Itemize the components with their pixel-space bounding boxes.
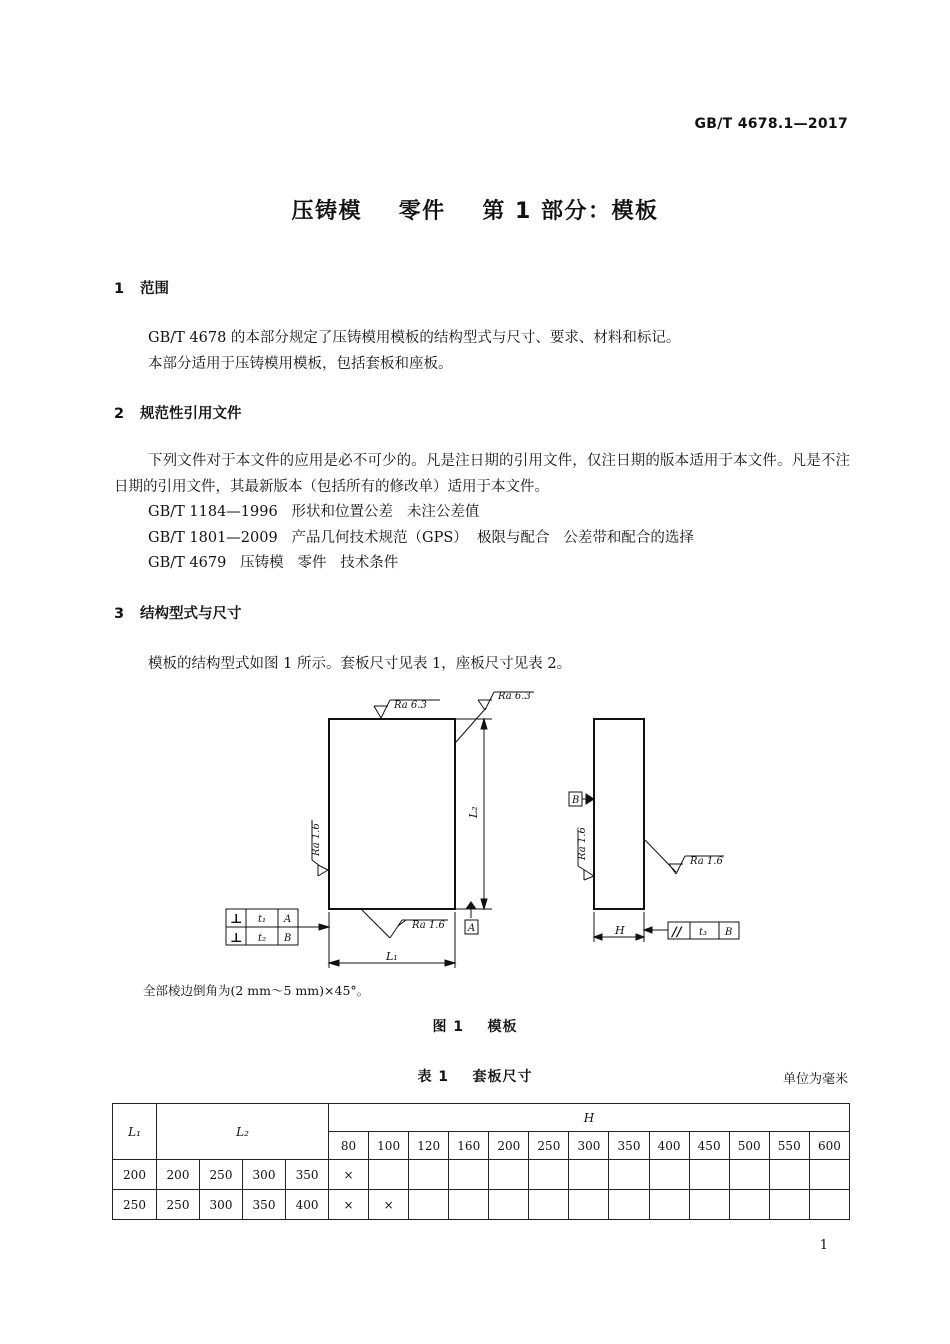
- cell-l2: 400: [286, 1190, 329, 1220]
- frame-b-label-2: B: [725, 927, 733, 938]
- cell-mark: [809, 1160, 849, 1190]
- cell-l1: 200: [113, 1160, 157, 1190]
- cell-l2: 200: [157, 1160, 200, 1190]
- ra16-right-label: Ra 1.6: [690, 856, 723, 867]
- table-unit: 单位为毫米: [782, 1072, 848, 1087]
- cell-mark: [609, 1160, 649, 1190]
- section-title: 范围: [140, 281, 169, 297]
- cell-mark: [769, 1160, 809, 1190]
- section-title: 结构型式与尺寸: [140, 606, 242, 622]
- cell-mark: [449, 1190, 489, 1220]
- page-number: 1: [819, 1238, 828, 1253]
- figure-caption: 图 1 模板: [432, 1019, 518, 1035]
- t3-label: t₃: [699, 927, 708, 938]
- reference-item: GB/T 1184—1996 形状和位置公差 未注公差值: [148, 504, 480, 520]
- section-2-heading: [114, 402, 242, 423]
- plate-front-view: [329, 719, 455, 909]
- section-title: 规范性引用文件: [140, 406, 242, 422]
- ra16-side-label: Ra 1.6: [577, 827, 588, 860]
- datum-a-label: A: [468, 923, 476, 934]
- frame-b-label: B: [284, 933, 292, 944]
- ra63-top-label: Ra 6.3: [394, 700, 427, 711]
- cell-l2: 350: [243, 1190, 286, 1220]
- h-value: 450: [689, 1132, 729, 1160]
- h-value: 300: [569, 1132, 609, 1160]
- cell-mark: [369, 1160, 409, 1190]
- h-value: 600: [809, 1132, 849, 1160]
- h-value: 160: [449, 1132, 489, 1160]
- cell-l2: 300: [200, 1190, 243, 1220]
- ra16-bottom-label: Ra 1.6: [412, 920, 445, 931]
- h-value: 120: [409, 1132, 449, 1160]
- header-l1: L₁: [113, 1104, 157, 1160]
- t2-label: t₂: [258, 933, 267, 944]
- cell-l2: 300: [243, 1160, 286, 1190]
- h-value: 550: [769, 1132, 809, 1160]
- h-value: 350: [609, 1132, 649, 1160]
- paragraph: 模板的结构型式如图 1 所示。套板尺寸见表 1，座板尺寸见表 2。: [148, 656, 572, 672]
- h-value: 250: [529, 1132, 569, 1160]
- cell-mark: [729, 1190, 769, 1220]
- perpendicularity-symbol: ⊥: [230, 912, 243, 927]
- frame-a-label: A: [284, 914, 292, 925]
- cell-mark: [809, 1190, 849, 1220]
- cell-mark: [649, 1160, 689, 1190]
- header-h: H: [329, 1104, 850, 1132]
- cell-l1: 250: [113, 1190, 157, 1220]
- standard-number: GB/T 4678.1—2017: [694, 116, 848, 132]
- paragraph: 下列文件对于本文件的应用是必不可少的。凡是注日期的引用文件，仅注日期的版本适用于本文件。凡是不注日期的引用文件，其最新版本（包括所有的修改单）适用于本文件。: [114, 453, 850, 495]
- section-number: 3: [114, 606, 125, 622]
- parallelism-symbol: //: [672, 925, 682, 940]
- cell-mark: [409, 1160, 449, 1190]
- table-row: [113, 1160, 850, 1190]
- h-value: 400: [649, 1132, 689, 1160]
- h-label: H: [615, 924, 625, 937]
- cell-mark: [569, 1160, 609, 1190]
- cell-l2: 250: [200, 1160, 243, 1190]
- document-title: 压铸模 零件 第 1 部分：模板: [291, 199, 659, 224]
- perpendicularity-symbol: ⊥: [230, 931, 243, 946]
- cell-mark: [689, 1190, 729, 1220]
- cell-mark: [489, 1190, 529, 1220]
- l2-label: L₂: [467, 806, 480, 818]
- cell-mark: [409, 1190, 449, 1220]
- ra16-left-label: Ra 1.6: [311, 823, 322, 856]
- table-row: [113, 1190, 850, 1220]
- table-caption: 表 1 套板尺寸: [417, 1069, 533, 1085]
- cell-mark: [569, 1190, 609, 1220]
- cell-l2: 350: [286, 1160, 329, 1190]
- cell-mark: [769, 1190, 809, 1220]
- cell-mark: ×: [329, 1160, 369, 1190]
- h-value: 80: [329, 1132, 369, 1160]
- l1-label: L₁: [386, 950, 398, 963]
- reference-item: GB/T 4679 压铸模 零件 技术条件: [148, 555, 399, 571]
- section-3-heading: [114, 602, 242, 623]
- header-l2: L₂: [157, 1104, 329, 1160]
- cell-l2: 250: [157, 1190, 200, 1220]
- h-value: 200: [489, 1132, 529, 1160]
- t1-label: t₁: [258, 914, 267, 925]
- reference-item: GB/T 1801—2009 产品几何技术规范（GPS） 极限与配合 公差带和配合的选择: [148, 530, 694, 546]
- section-number: 2: [114, 406, 125, 422]
- cell-mark: ×: [369, 1190, 409, 1220]
- cell-mark: [649, 1190, 689, 1220]
- cell-mark: [489, 1160, 529, 1190]
- cell-mark: [689, 1160, 729, 1190]
- datum-b-label: B: [572, 795, 580, 806]
- ra63-right-label: Ra 6.3: [498, 691, 531, 702]
- cell-mark: [729, 1160, 769, 1190]
- h-value: 100: [369, 1132, 409, 1160]
- paragraph: GB/T 4678 的本部分规定了压铸模用模板的结构型式与尺寸、要求、材料和标记。: [148, 330, 681, 346]
- cell-mark: ×: [329, 1190, 369, 1220]
- cell-mark: [529, 1190, 569, 1220]
- paragraph: 本部分适用于压铸模用模板，包括套板和座板。: [148, 356, 453, 372]
- figure-note: 全部棱边倒角为(2 mm～5 mm)×45°。: [143, 983, 370, 998]
- h-value: 500: [729, 1132, 769, 1160]
- cell-mark: [449, 1160, 489, 1190]
- cell-mark: [609, 1190, 649, 1220]
- figure-1-drawing: [0, 680, 950, 980]
- plate-side-view: [594, 719, 644, 909]
- cell-mark: [529, 1160, 569, 1190]
- section-number: 1: [114, 281, 125, 297]
- table-1: [112, 1103, 850, 1220]
- section-1-heading: [114, 277, 169, 298]
